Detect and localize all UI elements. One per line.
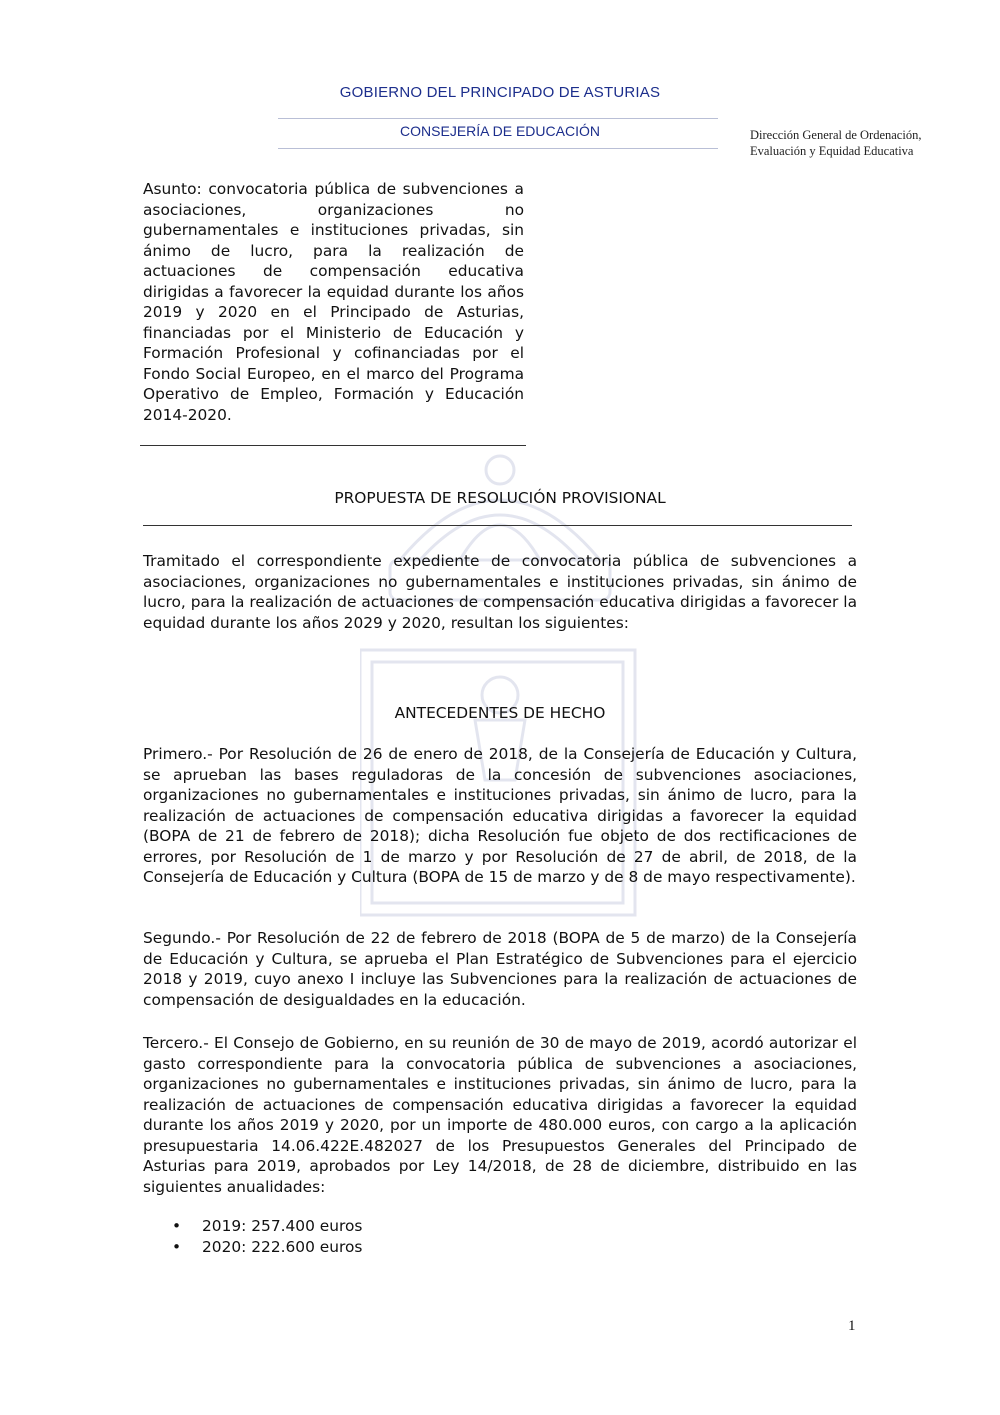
header-rule-bottom (278, 148, 718, 149)
subject-underline (140, 445, 526, 446)
list-item (170, 1237, 362, 1258)
department-name: CONSEJERÍA DE EDUCACIÓN (400, 123, 600, 139)
fact-text: Por Resolución de 26 de enero de 2018, de la Consejería de Educación y Cultura, se aprueban las bases reguladoras de la concesión de subvenciones asociaciones, organizaciones no gubernamentales e instituciones privadas, sin ánimo de lucro, para la realización de actuaciones de compensación educativa dirigidas a favorecer la equidad (BOPA de 21 de febrero de 2018); dicha Resolución fue objeto de dos rectificaciones de errores, por Resolución de 1 de marzo y por Resolución de 27 de abril, de 2018, de la Consejería de Educación y Cultura (BOPA de 15 de marzo y de 8 de mayo respectivamente). (143, 745, 857, 886)
fact-text: Por Resolución de 22 de febrero de 2018 (BOPA de 5 de marzo) de la Consejería de Educación y Cultura, se aprueba el Plan Estratégico de Subvenciones para el ejercicio 2018 y 2019, cuyo anexo I incluye las Subvenciones para la realización de actuaciones de compensación de desigualdades en la educación. (143, 929, 857, 1009)
title-rule (143, 525, 852, 526)
fact-label: Primero.- (143, 745, 213, 763)
fact-label: Segundo.- (143, 929, 221, 947)
annuity-text: 2020: 222.600 euros (202, 1238, 363, 1256)
fact-segundo (143, 928, 857, 1010)
list-item (170, 1216, 362, 1237)
directorate-line-1: Dirección General de Ordenación, (750, 128, 922, 142)
document-title: PROPUESTA DE RESOLUCIÓN PROVISIONAL (334, 489, 666, 507)
directorate-line-2: Evaluación y Equidad Educativa (750, 144, 914, 158)
annuity-text: 2019: 257.400 euros (202, 1217, 363, 1235)
fact-primero (143, 744, 857, 888)
subject-label: Asunto: (143, 180, 202, 198)
page-number: 1 (848, 1318, 856, 1334)
government-name: GOBIERNO DEL PRINCIPADO DE ASTURIAS (339, 84, 661, 101)
directorate (750, 127, 921, 159)
fact-tercero (143, 1033, 857, 1197)
fact-label: Tercero.- (143, 1034, 209, 1052)
bullet-icon: • (172, 1238, 182, 1256)
subject-block (143, 179, 524, 425)
header-rule-top (278, 118, 718, 119)
intro-paragraph: Tramitado el correspondiente expediente de convocatoria pública de subvenciones a asociaciones, organizaciones no gubernamentales e instituciones privadas, sin ánimo de lucro, para la realización de actuaciones de compensación educativa dirigidas a favorecer la equidad durante los años 2029 y 2020, resultan los siguientes: (143, 552, 857, 632)
section-heading: ANTECEDENTES DE HECHO (394, 704, 606, 722)
bullet-icon: • (172, 1217, 182, 1235)
fact-text: El Consejo de Gobierno, en su reunión de 30 de mayo de 2019, acordó autorizar el gasto correspondiente para la convocatoria pública de subvenciones a asociaciones, organizaciones no gubernamentales e instituciones privadas, sin ánimo de lucro, para la realización de actuaciones de compensación educativa dirigidas a favorecer la equidad durante los años 2019 y 2020, por un importe de 480.000 euros, con cargo a la aplicación presupuestaria 14.06.422E.482027 de los Presupuestos Generales del Principado de Asturias para 2019, aprobados por Ley 14/2018, de 28 de diciembre, distribuido en las siguientes anualidades: (143, 1034, 857, 1196)
subject-text: convocatoria pública de subvenciones a asociaciones, organizaciones no gubernamentales e instituciones privadas, sin ánimo de lucro, para la realización de actuaciones de compensación educativa dirigidas a favorecer la equidad durante los años 2019 y 2020 en el Principado de Asturias, financiadas por el Ministerio de Educación y Formación Profesional y cofinanciadas por el Fondo Social Europeo, en el marco del Programa Operativo de Empleo, Formación y Educación 2014-2020. (143, 180, 524, 424)
annuities-list (170, 1216, 362, 1258)
